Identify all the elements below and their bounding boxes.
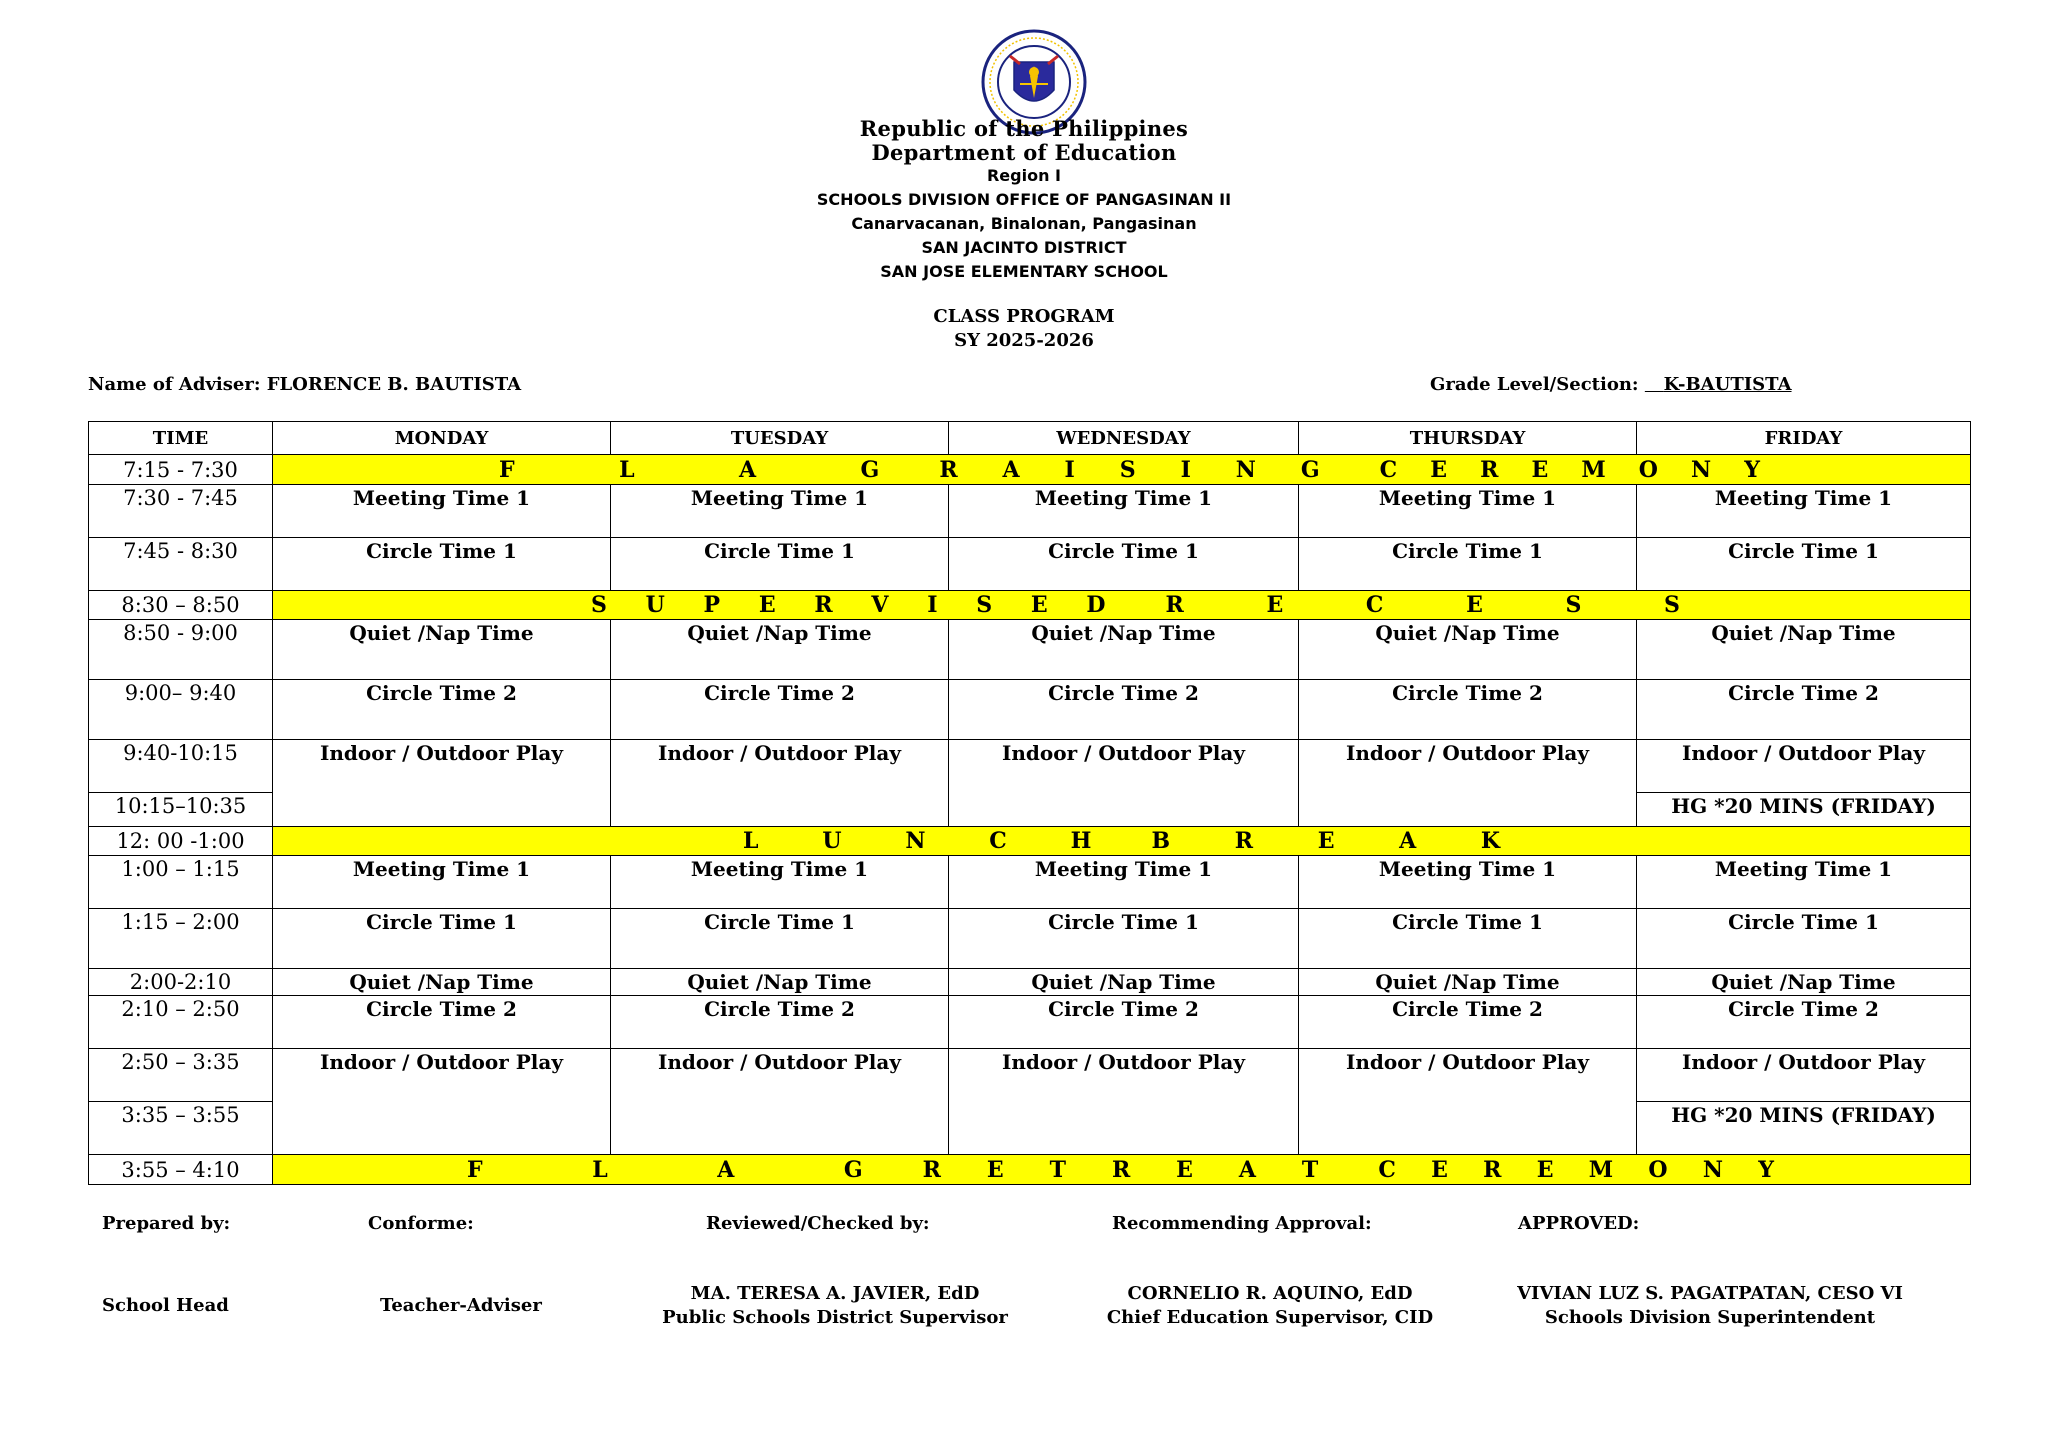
header-tuesday: TUESDAY <box>611 422 949 455</box>
banner-word <box>467 1157 863 1183</box>
banner-word <box>923 1157 1319 1183</box>
header-monday: MONDAY <box>273 422 611 455</box>
activity-cell: Circle Time 2 <box>611 680 949 740</box>
table-row <box>89 485 1971 538</box>
activity-cell: Meeting Time 1 <box>949 485 1299 538</box>
activity-cell: Meeting Time 1 <box>1299 856 1637 909</box>
banner-letter: I <box>1064 456 1075 483</box>
banner-letter: C <box>1365 592 1384 618</box>
time-cell: 2:10 – 2:50 <box>89 996 273 1049</box>
activity-cell: Meeting Time 1 <box>949 856 1299 909</box>
banner-letter: S <box>976 592 993 618</box>
banner-words <box>273 828 1970 854</box>
prepared-label: Prepared by: <box>102 1213 231 1234</box>
recess-row <box>89 591 1971 620</box>
banner-letter: N <box>1235 456 1256 483</box>
banner-letter: K <box>1480 828 1500 854</box>
approved-label: APPROVED: <box>1518 1213 1640 1234</box>
table-row <box>89 996 1971 1049</box>
time-cell: 12: 00 -1:00 <box>89 827 273 856</box>
activity-cell: Indoor / Outdoor Play <box>273 1049 611 1155</box>
approver-name: VIVIAN LUZ S. PAGATPATAN, CESO VI <box>1517 1283 1903 1304</box>
time-cell: 9:00– 9:40 <box>89 680 273 740</box>
time-cell: 8:30 – 8:50 <box>89 591 273 620</box>
republic-line: Republic of the Philippines <box>859 116 1189 141</box>
table-row <box>89 856 1971 909</box>
flag-retreat-row <box>89 1155 1971 1185</box>
header-wednesday: WEDNESDAY <box>949 422 1299 455</box>
activity-cell: Indoor / Outdoor Play <box>273 740 611 827</box>
banner-letter: E <box>1317 828 1335 854</box>
banner-letter: M <box>1581 456 1606 483</box>
table-header-row <box>89 422 1971 455</box>
banner-word <box>743 828 1092 854</box>
table-row <box>89 969 1971 996</box>
banner-letter: R <box>814 592 833 618</box>
banner-letter: T <box>1049 1156 1066 1183</box>
activity-cell: Circle Time 1 <box>273 909 611 969</box>
time-cell: 1:00 – 1:15 <box>89 856 273 909</box>
banner-letter: F <box>467 1156 483 1183</box>
activity-cell: Circle Time 2 <box>1637 680 1971 740</box>
activity-cell: Quiet /Nap Time <box>1637 969 1971 996</box>
activity-cell: Indoor / Outdoor Play <box>949 740 1299 827</box>
banner-letter: U <box>645 592 665 618</box>
lunch-row <box>89 827 1971 856</box>
approver-title: Schools Division Superintendent <box>1544 1307 1876 1328</box>
activity-cell: Circle Time 1 <box>1637 909 1971 969</box>
banner-letter: C <box>1379 456 1398 483</box>
reviewer-name: MA. TERESA A. JAVIER, EdD <box>690 1283 980 1304</box>
activity-cell: Indoor / Outdoor Play <box>949 1049 1299 1155</box>
time-cell: 9:40-10:15 <box>89 740 273 793</box>
banner-letter: R <box>1480 456 1499 483</box>
banner-letter: O <box>1648 1156 1668 1183</box>
banner-letter: A <box>1238 1156 1256 1183</box>
banner-letter: E <box>1531 456 1549 483</box>
banner-word <box>1152 828 1501 854</box>
flag-raising-banner <box>273 455 1971 485</box>
banner-letter: L <box>592 1156 608 1183</box>
reviewer-title: Public Schools District Supervisor <box>662 1307 1008 1328</box>
banner-letter: E <box>1430 456 1448 483</box>
activity-cell: Circle Time 2 <box>273 996 611 1049</box>
adviser-name: FLORENCE B. BAUTISTA <box>266 374 522 395</box>
grade-section-line <box>1430 374 1792 395</box>
time-cell: 2:50 – 3:35 <box>89 1049 273 1102</box>
table-row <box>89 620 1971 680</box>
friday-hg-cell: HG *20 MINS (FRIDAY) <box>1637 793 1971 827</box>
table-row <box>89 1049 1971 1102</box>
activity-cell: Circle Time 1 <box>611 538 949 591</box>
banner-letter: I <box>1180 456 1191 483</box>
activity-cell: Quiet /Nap Time <box>273 620 611 680</box>
banner-letter: O <box>1638 456 1658 483</box>
activity-cell: Meeting Time 1 <box>1637 856 1971 909</box>
activity-cell: Circle Time 1 <box>1299 538 1637 591</box>
banner-letter: R <box>1483 1156 1502 1183</box>
banner-letter: S <box>591 592 607 618</box>
activity-cell: Indoor / Outdoor Play <box>1299 1049 1637 1155</box>
banner-letter: F <box>499 456 515 483</box>
banner-letter: R <box>1234 828 1254 854</box>
school-line: SAN JOSE ELEMENTARY SCHOOL <box>880 262 1168 281</box>
banner-letter: G <box>1300 456 1320 483</box>
activity-cell: Meeting Time 1 <box>1637 485 1971 538</box>
banner-letter: Y <box>1758 1156 1774 1183</box>
activity-cell: Quiet /Nap Time <box>949 969 1299 996</box>
banner-letter: R <box>922 1156 941 1183</box>
activity-cell: Circle Time 2 <box>1299 996 1637 1049</box>
conforme-label: Conforme: <box>368 1213 474 1234</box>
banner-word <box>1166 592 1681 618</box>
activity-cell: Circle Time 2 <box>273 680 611 740</box>
header-friday: FRIDAY <box>1637 422 1971 455</box>
banner-letter: E <box>1266 592 1284 618</box>
banner-letter: C <box>1378 1156 1396 1183</box>
banner-letter: L <box>743 828 759 854</box>
banner-words <box>273 457 1970 483</box>
activity-cell: Circle Time 2 <box>949 996 1299 1049</box>
banner-letter: C <box>989 828 1007 854</box>
table-row <box>89 740 1971 793</box>
activity-cell: Meeting Time 1 <box>273 485 611 538</box>
banner-letter: E <box>1536 1156 1554 1183</box>
time-cell: 8:50 - 9:00 <box>89 620 273 680</box>
banner-word <box>499 457 879 483</box>
activity-cell: Circle Time 2 <box>611 996 949 1049</box>
banner-letter: R <box>939 456 958 483</box>
activity-cell: Quiet /Nap Time <box>1299 969 1637 996</box>
banner-word <box>1380 457 1760 483</box>
table-row <box>89 538 1971 591</box>
banner-letter: T <box>1301 1156 1319 1183</box>
banner-words <box>273 592 1970 618</box>
recommending-label: Recommending Approval: <box>1112 1213 1372 1234</box>
activity-cell: Circle Time 1 <box>611 909 949 969</box>
recommending-name: CORNELIO R. AQUINO, EdD <box>1127 1283 1413 1304</box>
banner-letter: R <box>1111 1156 1131 1183</box>
flag-retreat-banner <box>273 1155 1971 1185</box>
address-line: Canarvacanan, Binalonan, Pangasinan <box>851 214 1197 233</box>
activity-cell: Meeting Time 1 <box>273 856 611 909</box>
banner-letter: A <box>717 1156 735 1183</box>
activity-cell: Circle Time 1 <box>1299 909 1637 969</box>
department-line: Department of Education <box>871 140 1177 165</box>
banner-letter: U <box>822 828 842 854</box>
grade-label: Grade Level/Section: <box>1430 374 1639 395</box>
teacher-adviser-signatory: Teacher-Adviser <box>380 1295 542 1316</box>
activity-cell: Circle Time 2 <box>1637 996 1971 1049</box>
activity-cell: Indoor / Outdoor Play <box>611 740 949 827</box>
activity-cell: Meeting Time 1 <box>611 856 949 909</box>
activity-cell: Meeting Time 1 <box>1299 485 1637 538</box>
time-cell: 1:15 – 2:00 <box>89 909 273 969</box>
approver-signatory <box>1490 1282 1930 1330</box>
banner-letter: E <box>1176 1156 1193 1183</box>
reviewed-label: Reviewed/Checked by: <box>706 1213 930 1234</box>
activity-cell: Indoor / Outdoor Play <box>1637 1049 1971 1102</box>
banner-letter: E <box>758 592 776 618</box>
banner-letter: G <box>843 1156 863 1183</box>
activity-cell: Quiet /Nap Time <box>1299 620 1637 680</box>
class-program-table <box>88 421 1971 1185</box>
activity-cell: Circle Time 1 <box>273 538 611 591</box>
page-title: CLASS PROGRAM <box>933 306 1115 327</box>
time-cell: 3:55 – 4:10 <box>89 1155 273 1185</box>
header-time: TIME <box>89 422 273 455</box>
school-head-signatory: School Head <box>102 1295 229 1316</box>
activity-cell: Quiet /Nap Time <box>273 969 611 996</box>
district-line: SAN JACINTO DISTRICT <box>921 238 1127 257</box>
activity-cell: Quiet /Nap Time <box>949 620 1299 680</box>
activity-cell: Quiet /Nap Time <box>1637 620 1971 680</box>
banner-letter: G <box>860 456 880 483</box>
banner-letter: A <box>1399 828 1417 854</box>
activity-cell: Circle Time 2 <box>1299 680 1637 740</box>
banner-letter: V <box>871 592 889 618</box>
banner-letter: A <box>1002 456 1020 483</box>
region-line: Region I <box>986 166 1061 185</box>
time-cell: 7:15 - 7:30 <box>89 455 273 485</box>
header-thursday: THURSDAY <box>1299 422 1637 455</box>
banner-letter: P <box>703 592 721 618</box>
table-row <box>89 909 1971 969</box>
banner-word <box>591 592 1106 618</box>
banner-letter: S <box>1664 592 1680 618</box>
banner-letter: H <box>1070 828 1092 854</box>
time-cell: 2:00-2:10 <box>89 969 273 996</box>
activity-cell: Indoor / Outdoor Play <box>1299 740 1637 827</box>
banner-letter: N <box>1691 456 1712 483</box>
recommending-signatory <box>1060 1282 1480 1330</box>
friday-hg-cell: HG *20 MINS (FRIDAY) <box>1637 1102 1971 1155</box>
banner-letter: I <box>927 592 938 618</box>
recess-banner <box>273 591 1971 620</box>
banner-letter: M <box>1588 1156 1614 1183</box>
activity-cell: Indoor / Outdoor Play <box>611 1049 949 1155</box>
banner-letter: N <box>1702 1156 1723 1183</box>
banner-letter: N <box>905 828 926 854</box>
adviser-label: Name of Adviser: <box>88 374 261 395</box>
banner-letter: Y <box>1744 456 1760 483</box>
banner-letter: E <box>1431 1156 1448 1183</box>
banner-letter: R <box>1165 592 1184 618</box>
banner-letter: A <box>739 456 757 483</box>
activity-cell: Circle Time 1 <box>949 909 1299 969</box>
banner-letter: B <box>1151 828 1171 854</box>
banner-word <box>939 457 1319 483</box>
time-cell: 10:15–10:35 <box>89 793 273 827</box>
banner-letter: S <box>1119 456 1136 483</box>
banner-letter: S <box>1565 592 1582 618</box>
activity-cell: Indoor / Outdoor Play <box>1637 740 1971 793</box>
activity-cell: Circle Time 1 <box>949 538 1299 591</box>
grade-section-text: K-BAUTISTA <box>1663 374 1792 395</box>
banner-letter: E <box>1030 592 1048 618</box>
banner-words <box>273 1157 1970 1183</box>
division-line: SCHOOLS DIVISION OFFICE OF PANGASINAN II <box>816 190 1232 209</box>
lunch-banner <box>273 827 1971 856</box>
time-cell: 7:45 - 8:30 <box>89 538 273 591</box>
activity-cell: Quiet /Nap Time <box>611 969 949 996</box>
banner-word <box>1378 1157 1774 1183</box>
reviewer-signatory <box>620 1282 1050 1330</box>
banner-letter: E <box>1466 592 1483 618</box>
adviser-line <box>88 374 521 395</box>
activity-cell: Quiet /Nap Time <box>611 620 949 680</box>
banner-letter: L <box>619 456 635 483</box>
banner-letter: E <box>986 1156 1004 1183</box>
activity-cell: Circle Time 2 <box>949 680 1299 740</box>
flag-raising-row <box>89 455 1971 485</box>
grade-section-value <box>1645 374 1792 395</box>
table-row <box>89 680 1971 740</box>
time-cell: 3:35 – 3:55 <box>89 1102 273 1155</box>
activity-cell: Meeting Time 1 <box>611 485 949 538</box>
activity-cell: Circle Time 1 <box>1637 538 1971 591</box>
time-cell: 7:30 - 7:45 <box>89 485 273 538</box>
banner-letter: D <box>1086 592 1106 618</box>
recommending-title: Chief Education Supervisor, CID <box>1106 1307 1434 1328</box>
school-year: SY 2025-2026 <box>954 330 1094 351</box>
